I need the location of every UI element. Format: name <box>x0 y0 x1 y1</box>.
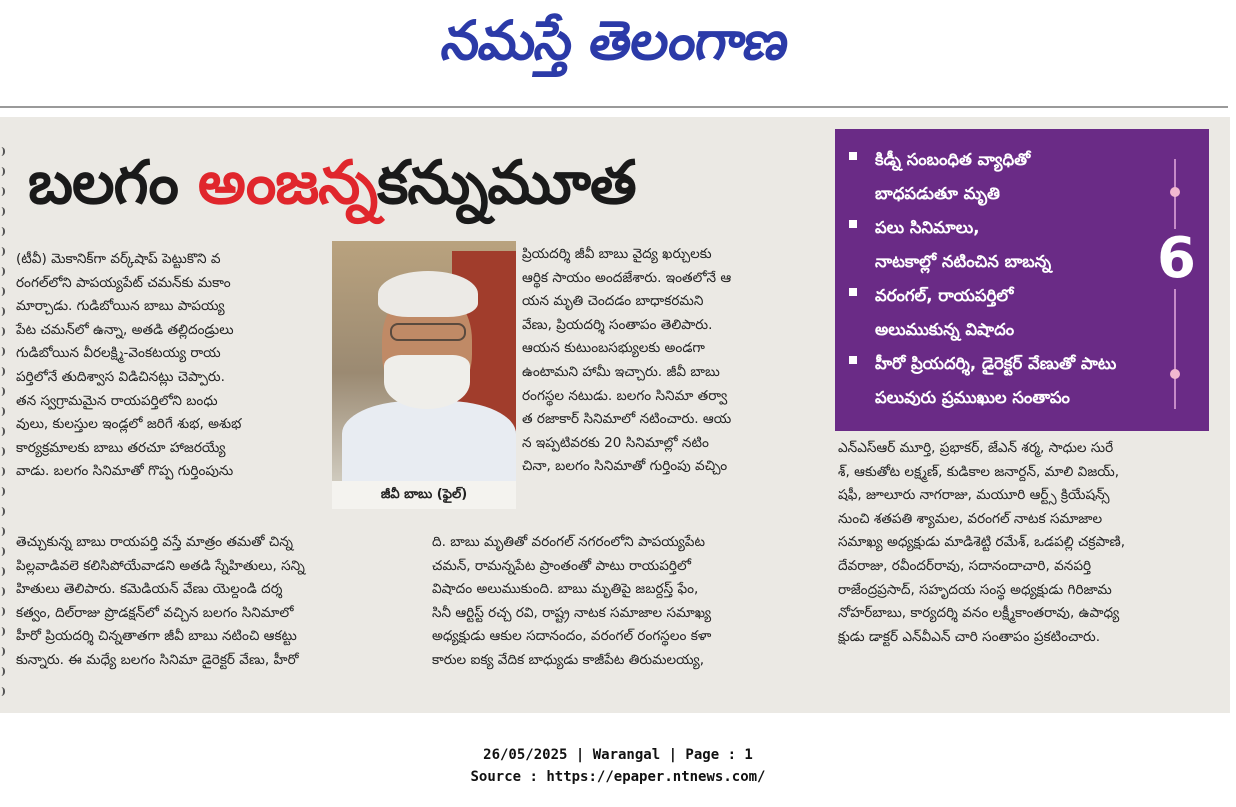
text-line: సమాఖ్య అధ్యక్షుడు మాడిశెట్టి రమేశ్, ఒడపల్లి చక్రపాణి, <box>838 534 1126 551</box>
highlight-line: వరంగల్, రాయపర్తిలో <box>849 279 1169 313</box>
highlight-line: హీరో ప్రియదర్శి, డైరెక్టర్ వేణుతో పాటు <box>849 347 1169 381</box>
text-line: హితులు తెలిపారు. కమెడియన్ వేణు యెల్దండి దర్శ <box>16 581 283 598</box>
text-line: మార్చాడు. గుడిబోయిన బాబు పాపయ్య <box>16 298 225 315</box>
text-line: పిల్లవాడివలె కలిసిపోయేవాడని అతడి స్నేహితులు, సన్ని <box>16 557 305 574</box>
text-line: పేట చమన్‌లో ఉన్నా, అతడి తల్లిదండ్రులు <box>16 321 234 338</box>
square-bullet-icon <box>849 152 857 160</box>
text-line: రంగల్‌లోని పాపయ్యపేట్ చమన్‌కు మకాం <box>16 274 231 291</box>
text-line: రాజేంద్రప్రసాద్, సహృదయ సంస్థ అధ్యక్షుడు గిరిజామ <box>838 581 1112 598</box>
text-line: ప్రియదర్శి జీవీ బాబు వైద్య ఖర్చులకు <box>522 246 712 262</box>
headline-part-1: బలగం <box>28 148 178 218</box>
article-column-2-continued <box>432 531 810 673</box>
text-line: హీరో ప్రియదర్శి చిన్నతాతగా జీవీ బాబు నటించి ఆకట్టు <box>16 628 297 645</box>
edition-info: 26/05/2025 | Warangal | Page : 1 <box>483 747 753 763</box>
article-clipping <box>0 117 1230 713</box>
text-line: వాడు. బలగం సినిమాతో గొప్ప గుర్తింపును <box>16 463 234 480</box>
quote-mark-icon: 6 <box>1157 226 1196 291</box>
square-bullet-icon <box>849 220 857 228</box>
article-column-1-continued <box>16 531 411 673</box>
text-line: కున్నారు. ఈ మధ్యే బలగం సినిమా డైరెక్టర్ వేణు, హీరో <box>16 651 299 668</box>
text-line: నోహర్‌బాబు, కార్యదర్శి వనం లక్ష్మీకాంతరావు, ఉపాధ్య <box>838 605 1120 622</box>
text-line: సినీ ఆర్టిస్ట్ రచ్చ రవి, రాష్ట్ర నాటక సమాజాల సమాఖ్య <box>432 604 712 621</box>
text-line: త రజాకార్ సినిమాలో నటించారు. ఆయ <box>522 411 732 428</box>
text-line: పర్తిలోనే తుదిశ్వాస విడిచినట్లు చెప్పారు. <box>16 368 225 385</box>
text-line: కార్యక్రమాలకు బాబు తరచూ హాజరయ్యే <box>16 439 226 456</box>
text-line: రంగస్థల నటుడు. బలగం సినిమా తర్వా <box>522 387 728 404</box>
photo-caption: జీవీ బాబు (ఫైల్) <box>332 481 516 509</box>
source-link: Source : https://epaper.ntnews.com/ <box>470 769 766 785</box>
text-line: ఆర్థిక సాయం అందజేశారు. ఇంతలోనే ఆ <box>522 269 732 286</box>
text-line: క్షుడు డాక్టర్ ఎన్‌వీఎన్ చారి సంతాపం ప్రకటించారు. <box>838 628 1101 645</box>
text-line: ఎన్ఎస్ఆర్ మూర్తి, ప్రభాకర్, జేఎన్ శర్మ, సాధుల సురే <box>838 440 1114 456</box>
text-line: (టీవీ) మెకానిక్‌గా వర్క్‌షాప్ పెట్టుకొని వ <box>16 251 221 267</box>
text-line: వేణు, ప్రియదర్శి సంతాపం తెలిపారు. <box>522 316 713 333</box>
article-column-1 <box>16 248 312 484</box>
masthead <box>0 0 1236 108</box>
article-column-3 <box>838 437 1214 649</box>
masthead-divider <box>0 106 1228 108</box>
left-column-edge <box>0 147 6 707</box>
text-line: విషాదం అలుముకుంది. బాబు మృతిపై జబర్దస్త్ ఫేం, <box>432 581 699 598</box>
quote-decoration <box>1155 159 1195 409</box>
text-line: గుడిబోయిన వీరలక్ష్మి-వెంకటయ్య రాయ <box>16 345 221 362</box>
headline-part-2: అంజన్న <box>197 148 378 218</box>
page-footer <box>0 744 1236 788</box>
text-line: చినా, బలగం సినిమాతో గుర్తింపు వచ్చిం <box>522 458 728 475</box>
text-line: నుంచి శతపతి శ్యామల, వరంగల్ నాటక సమాజాల <box>838 510 1103 527</box>
portrait-photo <box>332 241 516 481</box>
square-bullet-icon <box>849 288 857 296</box>
text-line: కత్వం, దిల్‌రాజు ప్రొడక్షన్‌లో వచ్చిన బలగం సినిమాలో <box>16 604 294 621</box>
text-line: తెచ్చుకున్న బాబు రాయపర్తి వస్తే మాత్రం తమతో చిన్న <box>16 534 293 550</box>
highlight-line: నాటకాల్లో నటించిన బాబన్న <box>875 252 1052 271</box>
headline <box>28 147 636 219</box>
highlights-box <box>835 129 1209 431</box>
text-line: న ఇప్పటివరకు 20 సినిమాల్లో నటిం <box>522 434 709 451</box>
highlights-list <box>849 143 1169 415</box>
text-line: షఫీ, జూలూరు నాగరాజు, మయూరి ఆర్ట్స్ క్రియేషన్స్ <box>838 487 1110 504</box>
text-line: ది. బాబు మృతితో వరంగల్ నగరంలోని పాపయ్యపేట <box>432 534 705 550</box>
text-line: దేవరాజు, రవీందర్‌రావు, సదానందాచారి, వనపర్తి <box>838 557 1092 574</box>
text-line: తన స్వగ్రామమైన రాయపర్తిలోని బంధు <box>16 392 218 409</box>
headline-part-3: కన్నుమూత <box>377 148 636 218</box>
highlight-line: బాధపడుతూ మృతి <box>875 184 1000 203</box>
text-line: శ్, ఆకుతోట లక్ష్మణ్, కుడికాల జనార్దన్, మాలి విజయ్, <box>838 463 1120 480</box>
highlight-line: కిడ్నీ సంబంధిత వ్యాధితో <box>849 143 1169 177</box>
article-column-2 <box>522 243 810 479</box>
text-line: అధ్యక్షుడు ఆకుల సదానందం, వరంగల్ రంగస్థలం కళా <box>432 628 712 645</box>
text-line: యన మృతి చెందడం బాధాకరమని <box>522 293 704 310</box>
text-line: చమన్, రామన్నపేట ప్రాంతంతో పాటు రాయపర్తిలో <box>432 557 691 574</box>
highlight-line: పలు సినిమాలు, <box>849 211 1169 245</box>
newspaper-logo: నమస్తే తెలంగాణ <box>437 9 793 72</box>
text-line: ఉంటామని హామీ ఇచ్చారు. జీవీ బాబు <box>522 363 720 380</box>
highlight-line: అలుముకున్న విషాదం <box>875 320 1015 339</box>
text-line: కారుల ఐక్య వేదిక బాధ్యుడు కాజీపేట తిరుమలయ్య, <box>432 651 705 668</box>
text-line: వులు, కులస్తుల ఇండ్లలో జరిగే శుభ, అశుభ <box>16 416 242 433</box>
text-line: ఆయన కుటుంబసభ్యులకు అండగా <box>522 340 705 357</box>
square-bullet-icon <box>849 356 857 364</box>
highlight-line: పలువురు ప్రముఖుల సంతాపం <box>875 388 1070 407</box>
